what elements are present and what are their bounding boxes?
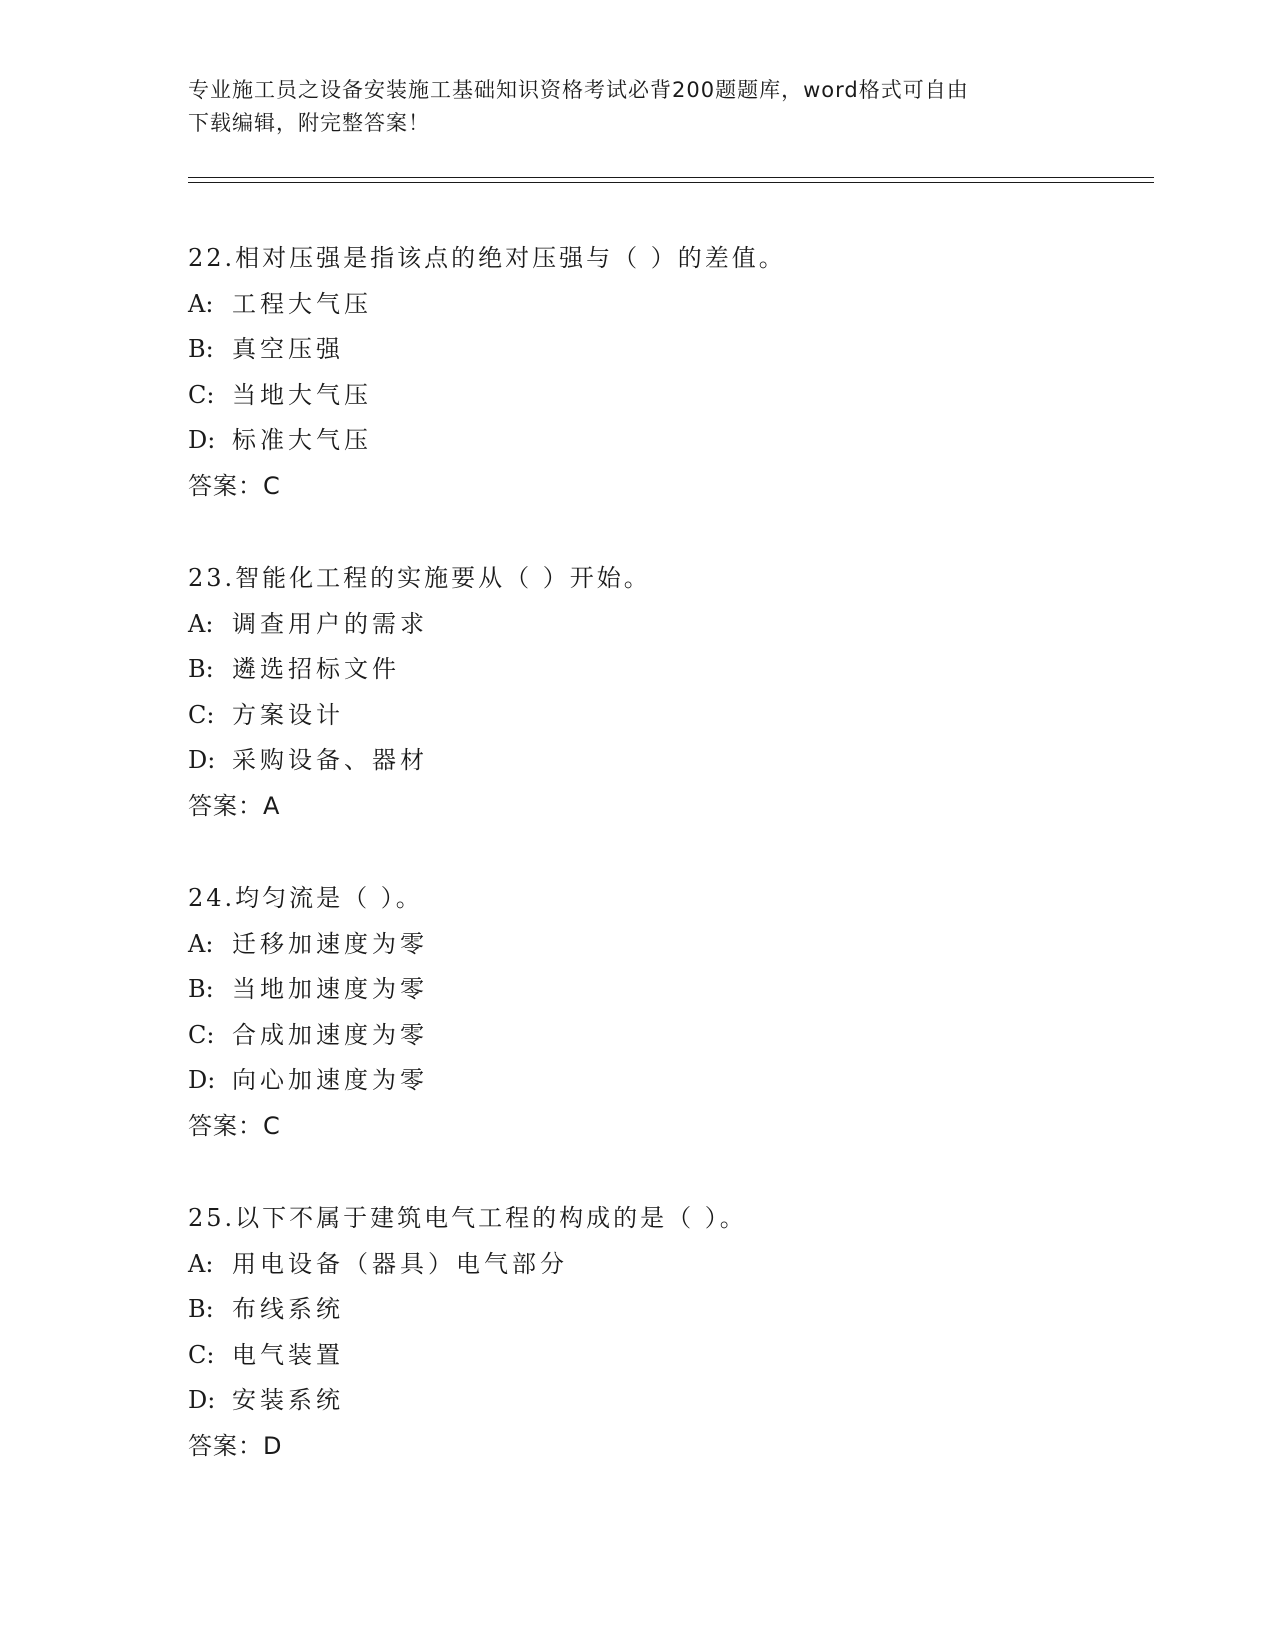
option-c bbox=[188, 693, 1148, 739]
option-a bbox=[188, 922, 1148, 968]
option-text: 电气装置 bbox=[232, 1340, 344, 1369]
option-text: 用电设备（器具）电气部分 bbox=[232, 1249, 568, 1278]
option-text: 方案设计 bbox=[232, 700, 344, 729]
option-key: C: bbox=[188, 1340, 215, 1369]
option-key: B: bbox=[188, 655, 214, 683]
option-key: D: bbox=[188, 1066, 216, 1094]
option-b bbox=[188, 967, 1148, 1013]
option-b bbox=[188, 327, 1148, 373]
header-line-2: 下载编辑，附完整答案！ bbox=[188, 111, 430, 135]
question-stem: 25.以下不属于建筑电气工程的构成的是（ ）。 bbox=[188, 1204, 747, 1232]
option-d bbox=[188, 738, 1148, 784]
question-list bbox=[188, 236, 1148, 1516]
header-line-1: 专业施工员之设备安装施工基础知识资格考试必背200题题库，word格式可自由 bbox=[188, 78, 969, 102]
option-key: D: bbox=[188, 746, 216, 774]
option-text: 安装系统 bbox=[232, 1386, 344, 1414]
option-key: C: bbox=[188, 380, 215, 409]
option-key: D: bbox=[188, 1386, 216, 1414]
question-stem: 24.均匀流是（ ）。 bbox=[188, 884, 423, 912]
option-a bbox=[188, 602, 1148, 648]
option-d bbox=[188, 1378, 1148, 1424]
option-key: C: bbox=[188, 700, 215, 729]
option-text: 标准大气压 bbox=[232, 426, 372, 454]
header-divider-bottom bbox=[188, 182, 1154, 183]
question-stem: 23.智能化工程的实施要从（ ）开始。 bbox=[188, 564, 651, 592]
option-a bbox=[188, 1242, 1148, 1288]
option-text: 向心加速度为零 bbox=[232, 1066, 428, 1094]
option-c bbox=[188, 1333, 1148, 1379]
option-text: 迁移加速度为零 bbox=[232, 929, 428, 958]
answer-label: 答案：D bbox=[188, 1431, 283, 1460]
option-key: A: bbox=[188, 929, 214, 958]
option-key: A: bbox=[188, 289, 214, 318]
option-text: 合成加速度为零 bbox=[232, 1020, 428, 1049]
answer-label: 答案：A bbox=[188, 791, 281, 820]
option-text: 采购设备、器材 bbox=[232, 746, 428, 774]
option-key: B: bbox=[188, 1295, 214, 1323]
option-text: 工程大气压 bbox=[232, 289, 372, 318]
document-header bbox=[188, 74, 1088, 140]
option-key: A: bbox=[188, 1249, 214, 1278]
question-25 bbox=[188, 1196, 1148, 1516]
option-b bbox=[188, 647, 1148, 693]
option-c bbox=[188, 1013, 1148, 1059]
option-text: 当地大气压 bbox=[232, 380, 372, 409]
option-key: D: bbox=[188, 426, 216, 454]
answer-label: 答案：C bbox=[188, 1111, 281, 1140]
option-text: 遴选招标文件 bbox=[232, 655, 400, 683]
option-text: 调查用户的需求 bbox=[232, 609, 428, 638]
question-stem: 22.相对压强是指该点的绝对压强与（ ）的差值。 bbox=[188, 244, 786, 272]
option-c bbox=[188, 373, 1148, 419]
question-24 bbox=[188, 876, 1148, 1196]
option-d bbox=[188, 418, 1148, 464]
question-23 bbox=[188, 556, 1148, 876]
option-key: B: bbox=[188, 975, 214, 1003]
question-22 bbox=[188, 236, 1148, 556]
option-d bbox=[188, 1058, 1148, 1104]
header-divider-top bbox=[188, 177, 1154, 178]
answer-label: 答案：C bbox=[188, 471, 281, 500]
option-text: 真空压强 bbox=[232, 335, 344, 363]
option-text: 布线系统 bbox=[232, 1295, 344, 1323]
option-b bbox=[188, 1287, 1148, 1333]
option-text: 当地加速度为零 bbox=[232, 975, 428, 1003]
option-key: A: bbox=[188, 609, 214, 638]
option-key: C: bbox=[188, 1020, 215, 1049]
option-key: B: bbox=[188, 335, 214, 363]
option-a bbox=[188, 282, 1148, 328]
